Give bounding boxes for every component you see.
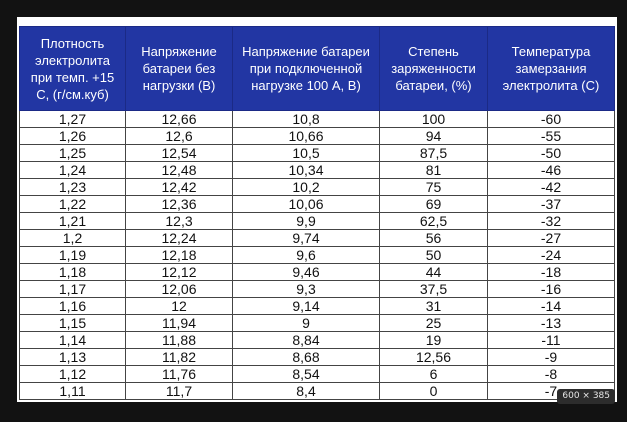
cell-freezing-temp: -60 [488,111,615,128]
battery-density-table [19,26,615,400]
cell-voltage-under-load: 9 [233,315,380,332]
table-row [20,179,615,196]
cell-voltage-under-load: 8,4 [233,383,380,400]
table-row [20,383,615,400]
cell-voltage-under-load: 9,3 [233,281,380,298]
cell-voltage-under-load: 9,6 [233,247,380,264]
cell-voltage-no-load: 12,6 [126,128,233,145]
cell-density: 1,12 [20,366,126,383]
cell-density: 1,17 [20,281,126,298]
table-row [20,196,615,213]
cell-voltage-no-load: 12 [126,298,233,315]
cell-charge-level: 0 [380,383,488,400]
cell-voltage-no-load: 12,36 [126,196,233,213]
cell-density: 1,21 [20,213,126,230]
cell-freezing-temp: -16 [488,281,615,298]
cell-voltage-no-load: 11,94 [126,315,233,332]
cell-voltage-no-load: 12,18 [126,247,233,264]
cell-density: 1,19 [20,247,126,264]
cell-freezing-temp: -32 [488,213,615,230]
header-charge-level: Степень заряженности батареи, (%) [380,27,488,111]
cell-voltage-under-load: 9,9 [233,213,380,230]
cell-voltage-under-load: 8,68 [233,349,380,366]
table-row [20,332,615,349]
cell-freezing-temp: -7 [488,383,615,400]
cell-charge-level: 25 [380,315,488,332]
table-row [20,349,615,366]
cell-charge-level: 81 [380,162,488,179]
cell-voltage-no-load: 12,42 [126,179,233,196]
table-row [20,281,615,298]
cell-voltage-under-load: 9,46 [233,264,380,281]
table-row [20,145,615,162]
cell-charge-level: 87,5 [380,145,488,162]
table-row [20,315,615,332]
cell-freezing-temp: -11 [488,332,615,349]
table-row [20,230,615,247]
cell-charge-level: 19 [380,332,488,349]
cell-voltage-under-load: 10,06 [233,196,380,213]
cell-charge-level: 50 [380,247,488,264]
table-row [20,128,615,145]
cell-freezing-temp: -9 [488,349,615,366]
header-density: Плотность электролита при темп. +15 С, (г/см.куб) [20,27,126,111]
cell-voltage-under-load: 10,5 [233,145,380,162]
cell-voltage-under-load: 9,74 [233,230,380,247]
table-row [20,111,615,128]
cell-freezing-temp: -55 [488,128,615,145]
cell-voltage-no-load: 12,48 [126,162,233,179]
image-size-badge: 600 × 385 [557,389,615,404]
cell-density: 1,26 [20,128,126,145]
table-header-row [20,27,615,111]
cell-voltage-under-load: 10,2 [233,179,380,196]
cell-density: 1,18 [20,264,126,281]
cell-voltage-no-load: 12,3 [126,213,233,230]
header-freezing-temp: Температура замерзания электролита (С) [488,27,615,111]
cell-density: 1,13 [20,349,126,366]
cell-freezing-temp: -46 [488,162,615,179]
cell-voltage-no-load: 12,12 [126,264,233,281]
cell-charge-level: 37,5 [380,281,488,298]
table-body [20,111,615,400]
cell-freezing-temp: -8 [488,366,615,383]
cell-voltage-under-load: 10,34 [233,162,380,179]
table-row [20,213,615,230]
cell-voltage-under-load: 9,14 [233,298,380,315]
table-row [20,162,615,179]
cell-freezing-temp: -50 [488,145,615,162]
cell-charge-level: 6 [380,366,488,383]
cell-voltage-no-load: 11,88 [126,332,233,349]
table-row [20,298,615,315]
cell-density: 1,14 [20,332,126,349]
cell-voltage-no-load: 12,66 [126,111,233,128]
cell-charge-level: 31 [380,298,488,315]
cell-charge-level: 62,5 [380,213,488,230]
cell-voltage-under-load: 10,8 [233,111,380,128]
cell-density: 1,2 [20,230,126,247]
cell-voltage-no-load: 11,82 [126,349,233,366]
cell-voltage-under-load: 10,66 [233,128,380,145]
cell-charge-level: 100 [380,111,488,128]
cell-freezing-temp: -27 [488,230,615,247]
header-voltage-under-load: Напряжение батареи при подключенной нагрузке 100 А, В) [233,27,380,111]
cell-charge-level: 94 [380,128,488,145]
battery-table-image [17,17,617,402]
cell-voltage-no-load: 12,06 [126,281,233,298]
cell-density: 1,15 [20,315,126,332]
cell-voltage-no-load: 12,54 [126,145,233,162]
cell-freezing-temp: -42 [488,179,615,196]
cell-charge-level: 69 [380,196,488,213]
cell-voltage-no-load: 11,7 [126,383,233,400]
cell-charge-level: 44 [380,264,488,281]
table-row [20,264,615,281]
cell-freezing-temp: -18 [488,264,615,281]
cell-charge-level: 56 [380,230,488,247]
cell-charge-level: 12,56 [380,349,488,366]
cell-voltage-no-load: 11,76 [126,366,233,383]
cell-voltage-under-load: 8,54 [233,366,380,383]
cell-density: 1,16 [20,298,126,315]
cell-density: 1,22 [20,196,126,213]
cell-voltage-no-load: 12,24 [126,230,233,247]
header-voltage-no-load: Напряжение батареи без нагрузки (В) [126,27,233,111]
cell-freezing-temp: -37 [488,196,615,213]
table-row [20,366,615,383]
cell-charge-level: 75 [380,179,488,196]
cell-density: 1,23 [20,179,126,196]
cell-density: 1,24 [20,162,126,179]
cell-freezing-temp: -14 [488,298,615,315]
cell-density: 1,27 [20,111,126,128]
cell-freezing-temp: -24 [488,247,615,264]
cell-voltage-under-load: 8,84 [233,332,380,349]
cell-density: 1,11 [20,383,126,400]
cell-freezing-temp: -13 [488,315,615,332]
table-row [20,247,615,264]
cell-density: 1,25 [20,145,126,162]
